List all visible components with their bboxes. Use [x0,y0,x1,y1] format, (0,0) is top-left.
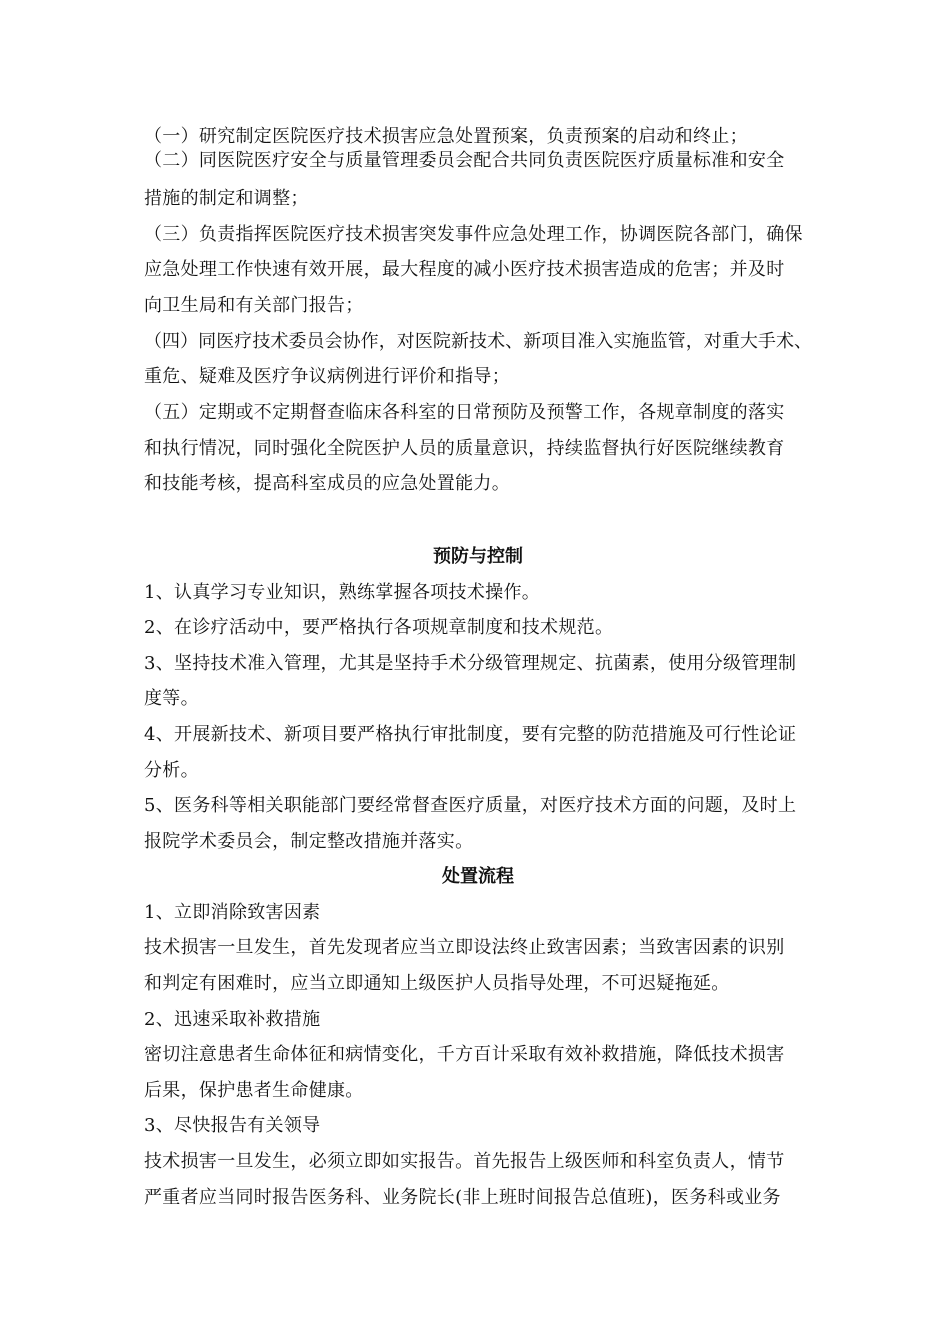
prevention-line: 4、开展新技术、新项目要严格执行审批制度，要有完整的防范措施及可行性论证 [144,724,797,745]
duty-line: 向卫生局和有关部门报告； [144,295,364,316]
prevention-line: 5、医务科等相关职能部门要经常督查医疗质量，对医疗技术方面的问题，及时上 [144,795,797,816]
prevention-line: 3、坚持技术准入管理，尤其是坚持手术分级管理规定、抗菌素，使用分级管理制 [144,653,797,674]
procedure-line: 2、迅速采取补救措施 [144,1009,321,1030]
procedure-line: 和判定有困难时，应当立即通知上级医护人员指导处理，不可迟疑拖延。 [144,973,730,994]
duty-line: （三）负责指挥医院医疗技术损害突发事件应急处理工作，协调医院各部门，确保 [144,224,803,245]
section-title-procedure: 处置流程 [442,866,514,887]
procedure-line: 技术损害一旦发生，首先发现者应当立即设法终止致害因素；当致害因素的识别 [144,937,785,958]
prevention-line: 2、在诊疗活动中，要严格执行各项规章制度和技术规范。 [144,617,614,638]
prevention-line: 度等。 [144,688,199,709]
procedure-line: 1、立即消除致害因素 [144,902,321,923]
procedure-line: 后果，保护患者生命健康。 [144,1080,364,1101]
duty-line: （四）同医疗技术委员会协作，对医院新技术、新项目准入实施监管，对重大手术、 [144,331,813,352]
duty-line: 和技能考核，提高科室成员的应急处置能力。 [144,473,510,494]
procedure-line: 密切注意患者生命体征和病情变化，千方百计采取有效补救措施，降低技术损害 [144,1044,785,1065]
procedure-line: 严重者应当同时报告医务科、业务院长(非上班时间报告总值班)，医务科或业务 [144,1187,781,1208]
duty-line: 措施的制定和调整； [144,188,309,209]
duty-line: 重危、疑难及医疗争议病例进行评价和指导； [144,366,510,387]
prevention-line: 报院学术委员会，制定整改措施并落实。 [144,831,474,852]
prevention-line: 1、认真学习专业知识，熟练掌握各项技术操作。 [144,582,541,603]
duty-line: （一）研究制定医院医疗技术损害应急处置预案，负责预案的启动和终止； [144,126,748,147]
duty-line: （二）同医院医疗安全与质量管理委员会配合共同负责医院医疗质量标准和安全 [144,150,785,171]
prevention-line: 分析。 [144,760,199,781]
procedure-line: 3、尽快报告有关领导 [144,1115,321,1136]
duty-line: 和执行情况，同时强化全院医护人员的质量意识，持续监督执行好医院继续教育 [144,438,785,459]
section-title-prevention: 预防与控制 [433,546,523,567]
duty-line: （五）定期或不定期督查临床各科室的日常预防及预警工作，各规章制度的落实 [144,402,785,423]
duty-line: 应急处理工作快速有效开展，最大程度的减小医疗技术损害造成的危害；并及时 [144,259,785,280]
procedure-line: 技术损害一旦发生，必须立即如实报告。首先报告上级医师和科室负责人，情节 [144,1151,785,1172]
